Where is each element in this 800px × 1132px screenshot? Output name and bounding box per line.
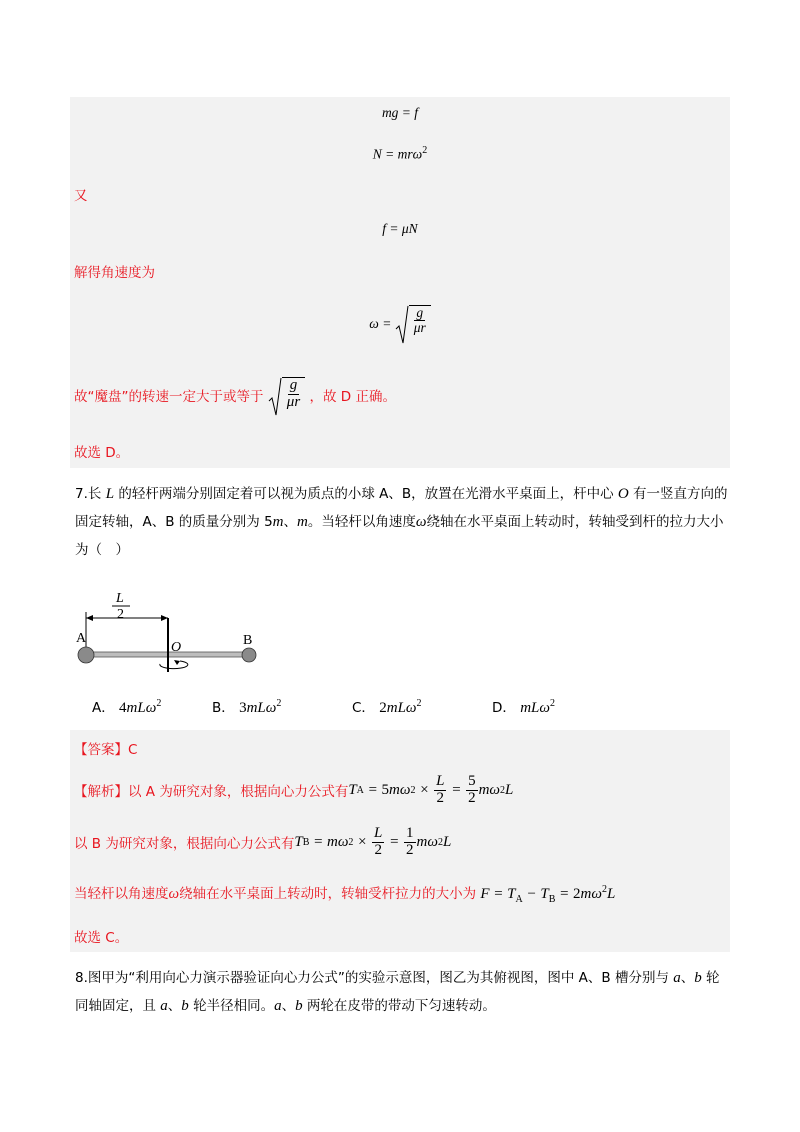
solution-7-block: [70, 730, 730, 952]
option-b[interactable]: B． 3mLω$^2$: [212, 698, 282, 716]
sqrt-g-over-mur: $\frac{g}{\mu r}$: [395, 305, 431, 345]
final-answer-6: 故选 D。: [74, 445, 130, 461]
sqrt-g-over-mur-inline: $\frac{g}{\mu r}$: [268, 377, 305, 417]
text-solve-omega: 解得角速度为: [74, 265, 155, 281]
analysis-line-3: 当轻杆以角速度ω绕轴在水平桌面上转动时，转轴受杆拉力的大小为 $F = T_A - T_B = 2m\omega^2L$: [74, 884, 616, 905]
label-two: 2: [117, 607, 124, 622]
solution-6-block: [70, 97, 730, 468]
equation-n-mromega2: N = mrω$^2$: [372, 145, 428, 162]
option-d[interactable]: D． mLω$^2$: [492, 698, 555, 716]
text-you: 又: [74, 188, 88, 204]
final-answer-7: 故选 C。: [74, 930, 129, 946]
equation-f-mun: f = μN: [382, 221, 418, 236]
label-b: B: [243, 633, 253, 648]
label-a: A: [76, 631, 87, 646]
question-7: 7.长 L 的轻杆两端分别固定着可以视为质点的小球 A、B，放置在光滑水平桌面上，杆中心 O 有一竖直方向的固定转轴，A、B 的质量分别为 5m、m。当轻杆以角速度ω绕轴在水平桌面上转动时，转轴受到杆的拉力大小为（ ）: [75, 486, 728, 558]
option-a[interactable]: A． 4mLω$^2$: [92, 698, 162, 716]
rod-figure: [70, 588, 270, 678]
equation-omega-sqrt: ω = $\frac{g}{\mu r}$: [70, 305, 730, 345]
label-o: O: [171, 640, 182, 655]
option-c[interactable]: C． 2mLω$^2$: [352, 698, 422, 716]
ball-a: [78, 647, 94, 663]
question-8: 8.图甲为“利用向心力演示器验证向心力公式”的实验示意图，图乙为其俯视图，图中 A、B 槽分别与 a、b 轮同轴固定，且 a、b 轮半径相同。a、b 两轮在皮带的带动下匀速转动。: [75, 970, 720, 1014]
equation-mg-f: mg = f: [381, 105, 419, 120]
analysis-line-2: 以 B 为研究对象，根据向心力公式有 T B = mω 2 × $\frac{L}{2}$ = $\frac{1}{2}$ mω 2 L: [74, 825, 452, 858]
ball-b: [242, 648, 256, 662]
rotation-arrow-icon: [160, 661, 188, 669]
analysis-line-1: 【解析】 以 A 为研究对象，根据向心力公式有 T A = 5 mω 2 × $\frac{L}{2}$ = $\frac{5}{2}$ mω 2 L: [74, 773, 514, 806]
conclusion-6: 故“魔盘”的转速一定大于或等于 $\frac{g}{\mu r}$ ，故 D 正确。: [74, 377, 396, 417]
label-l: L: [116, 591, 124, 606]
answer-7: 【答案】C: [74, 742, 138, 758]
